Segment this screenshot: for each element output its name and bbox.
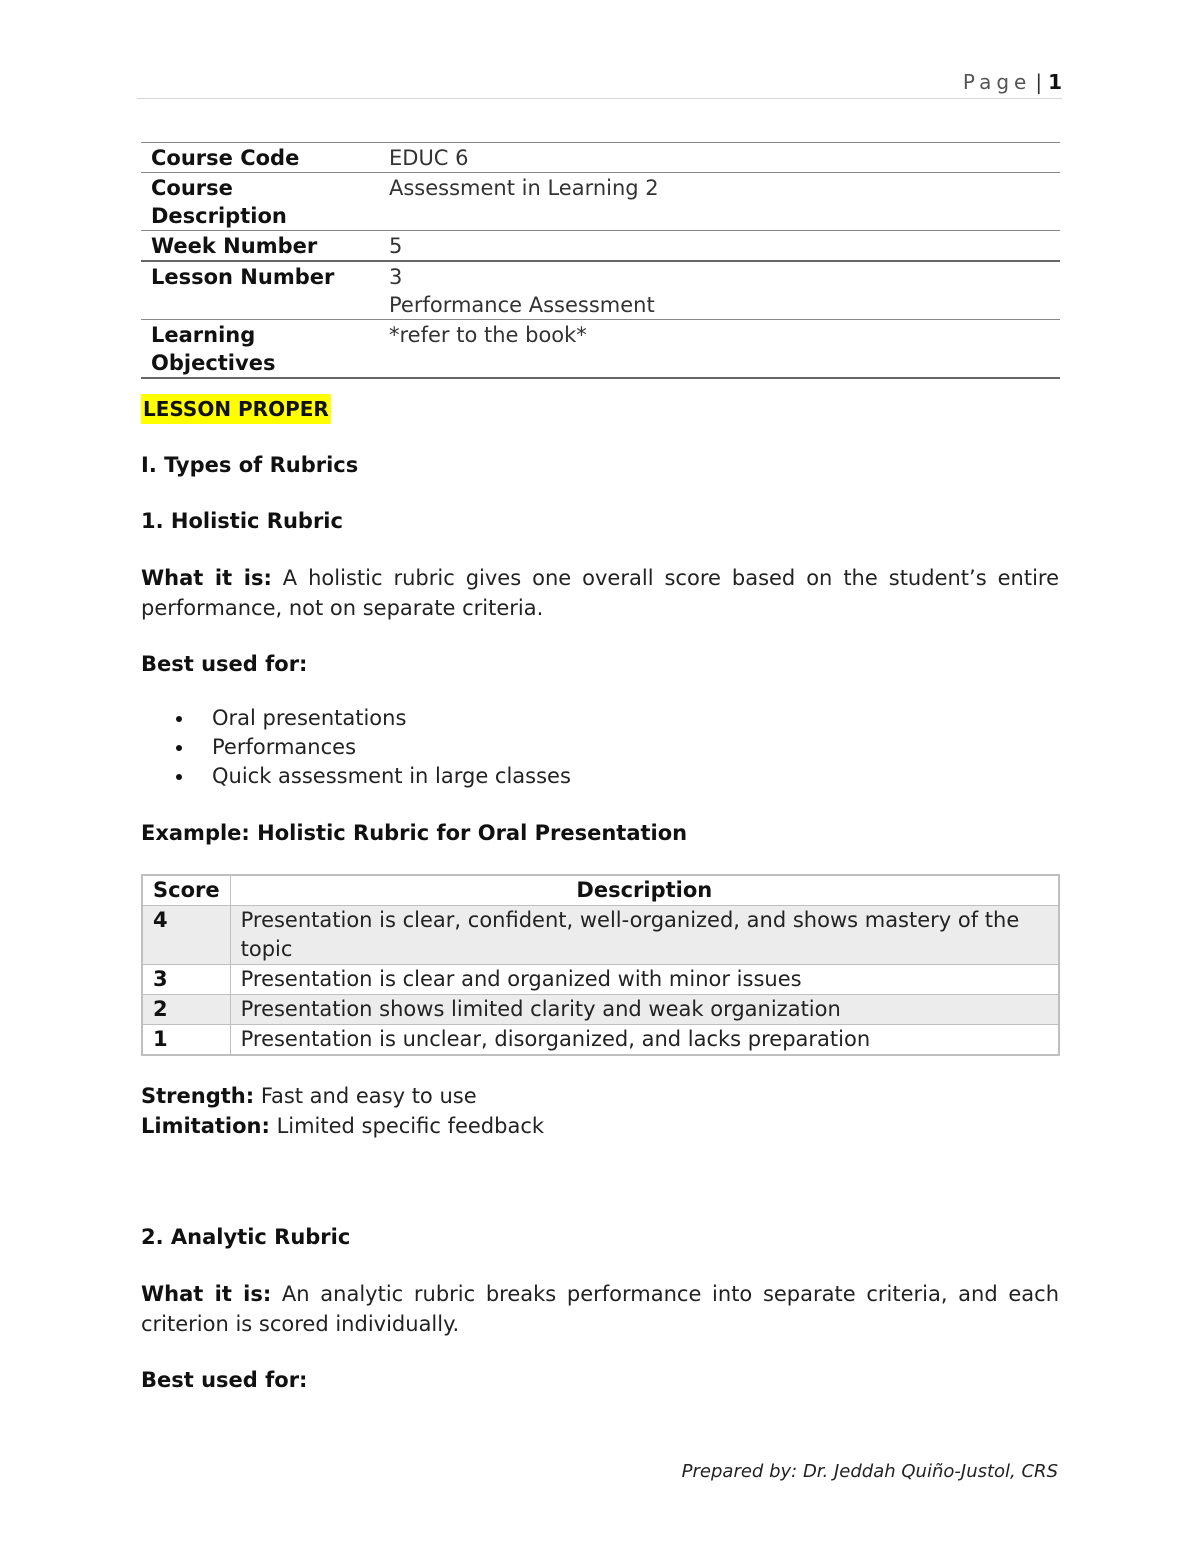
- table-row: [142, 1025, 1059, 1056]
- lesson-number-value: 3: [389, 265, 403, 289]
- page-number: 1: [1048, 70, 1062, 94]
- week-number-value: 5: [389, 234, 403, 258]
- limitation-label: Limitation:: [141, 1114, 270, 1138]
- description-cell: Presentation is clear and organized with minor issues: [230, 965, 1059, 995]
- holistic-strength: [141, 1081, 1059, 1111]
- lesson-number-row: [141, 261, 1060, 320]
- holistic-rubric-table: [141, 874, 1060, 1056]
- table-row: [142, 965, 1059, 995]
- table-row: [142, 995, 1059, 1025]
- week-number-label: Week Number: [151, 234, 318, 258]
- table-header-row: [142, 875, 1059, 906]
- analytic-definition: [141, 1279, 1059, 1339]
- prepared-by-footer: Prepared by: Dr. Jeddah Quiño-Justol, CRS: [681, 1461, 1058, 1482]
- lesson-title: Performance Assessment: [389, 293, 655, 317]
- lesson-proper-heading: LESSON PROPER: [141, 394, 331, 424]
- page-word: Page: [962, 70, 1032, 94]
- learning-objectives-label: Learning Objectives: [151, 323, 276, 375]
- score-column-header: Score: [142, 875, 230, 906]
- lesson-number-label: Lesson Number: [151, 265, 335, 289]
- course-code-value: EDUC 6: [389, 146, 469, 170]
- analytic-what-label: What it is:: [141, 1282, 272, 1306]
- course-description-value: Assessment in Learning 2: [389, 176, 659, 200]
- score-cell: 3: [142, 965, 230, 995]
- description-column-header: Description: [230, 875, 1059, 906]
- course-description-row: [141, 173, 1060, 231]
- course-description-label: Course Description: [151, 176, 287, 228]
- learning-objectives-row: [141, 320, 1060, 379]
- learning-objectives-value: *refer to the book*: [389, 323, 587, 347]
- description-cell: Presentation is clear, confident, well-organized, and shows mastery of the topic: [230, 906, 1059, 965]
- description-cell: Presentation shows limited clarity and weak organization: [230, 995, 1059, 1025]
- week-number-row: [141, 231, 1060, 262]
- limitation-text: Limited specific feedback: [269, 1114, 545, 1138]
- strength-text: Fast and easy to use: [254, 1084, 477, 1108]
- holistic-best-used-label: Best used for:: [141, 652, 308, 676]
- analytic-what-text: An analytic rubric breaks performance into separate criteria, and each criterion is scored individually.: [141, 1282, 1059, 1336]
- analytic-rubric-heading: 2. Analytic Rubric: [141, 1225, 351, 1249]
- holistic-limitation: [141, 1111, 1059, 1141]
- types-of-rubrics-heading: I. Types of Rubrics: [141, 453, 359, 477]
- holistic-definition: [141, 563, 1059, 623]
- course-info-table: [141, 142, 1060, 379]
- score-cell: 4: [142, 906, 230, 965]
- course-code-row: [141, 143, 1060, 173]
- page-header: [137, 70, 1062, 99]
- list-item: Performances: [141, 733, 571, 762]
- score-cell: 1: [142, 1025, 230, 1056]
- holistic-what-label: What it is:: [141, 566, 272, 590]
- strength-label: Strength:: [141, 1084, 255, 1108]
- analytic-best-used-label: Best used for:: [141, 1368, 308, 1392]
- list-item: Quick assessment in large classes: [141, 762, 571, 791]
- score-cell: 2: [142, 995, 230, 1025]
- lesson-number-cell: [379, 261, 1060, 320]
- description-cell: Presentation is unclear, disorganized, and lacks preparation: [230, 1025, 1059, 1056]
- page-number-label: [963, 70, 1062, 94]
- course-code-label: Course Code: [151, 146, 300, 170]
- table-row: [142, 906, 1059, 965]
- holistic-uses-list: [141, 704, 571, 791]
- holistic-what-text: A holistic rubric gives one overall score based on the student’s entire performance, not on separate criteria.: [141, 566, 1059, 620]
- list-item: Oral presentations: [141, 704, 571, 733]
- holistic-rubric-heading: 1. Holistic Rubric: [141, 509, 343, 533]
- page-separator: |: [1035, 70, 1043, 94]
- holistic-example-heading: Example: Holistic Rubric for Oral Presentation: [141, 821, 688, 845]
